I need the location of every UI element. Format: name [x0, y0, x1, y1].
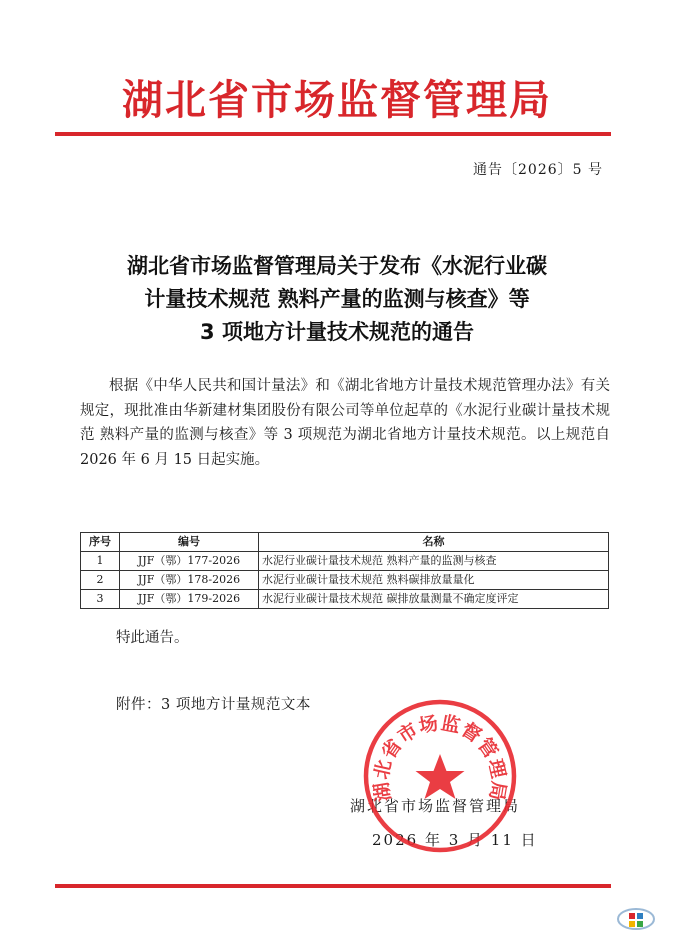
notice-title: [60, 250, 614, 349]
official-seal-stamp: [362, 698, 518, 854]
table-cell-name: 水泥行业碳计量技术规范 熟料碳排放量量化: [259, 571, 609, 590]
seal-star-icon: [416, 754, 465, 799]
table-header-code: 编号: [120, 533, 259, 552]
body-paragraph: 根据《中华人民共和国计量法》和《湖北省地方计量技术规范管理办法》有关规定，现批准由华新建材集团股份有限公司等单位起草的《水泥行业碳计量技术规范 熟料产量的监测与核查》等 3 项规范为湖北省地方计量技术规范。以上规范自 2026 年 6 月 15 日起实施。: [80, 378, 610, 468]
notice-title-line-3: 3 项地方计量技术规范的通告: [200, 320, 474, 344]
closing-text: 特此通告。: [116, 630, 189, 646]
table-header-row: [81, 533, 609, 552]
footer-divider: [55, 884, 611, 888]
agency-header-title: 湖北省市场监督管理局: [122, 76, 552, 124]
table-cell-no: 1: [81, 552, 120, 571]
table-cell-name: 水泥行业碳计量技术规范 碳排放量测量不确定度评定: [259, 590, 609, 609]
table-header-name: 名称: [259, 533, 609, 552]
table-cell-code: JJF（鄂）178-2026: [120, 571, 259, 590]
table-cell-name: 水泥行业碳计量技术规范 熟料产量的监测与核查: [259, 552, 609, 571]
table-header-no: 序号: [81, 533, 120, 552]
signature-date: 2026 年 3 月 11 日: [372, 831, 538, 849]
spec-table: [80, 532, 609, 609]
table-row: [81, 552, 609, 571]
notice-title-line-2: 计量技术规范 熟料产量的监测与核查》等: [144, 287, 530, 311]
seal-text: 湖北省市场监督管理局: [370, 712, 510, 804]
table-cell-no: 3: [81, 590, 120, 609]
table-row: [81, 590, 609, 609]
notice-title-line-1: 湖北省市场监督管理局关于发布《水泥行业碳: [127, 254, 547, 278]
table-cell-no: 2: [81, 571, 120, 590]
table-row: [81, 571, 609, 590]
table-cell-code: JJF（鄂）177-2026: [120, 552, 259, 571]
header-divider: [55, 132, 611, 136]
signature-org: 湖北省市场监督管理局: [350, 797, 521, 815]
table-cell-code: JJF（鄂）179-2026: [120, 590, 259, 609]
attachment-text: 附件：3 项地方计量规范文本: [116, 697, 311, 713]
document-number: 通告〔2026〕5 号: [473, 162, 603, 178]
corner-logo-icon: [614, 904, 658, 938]
